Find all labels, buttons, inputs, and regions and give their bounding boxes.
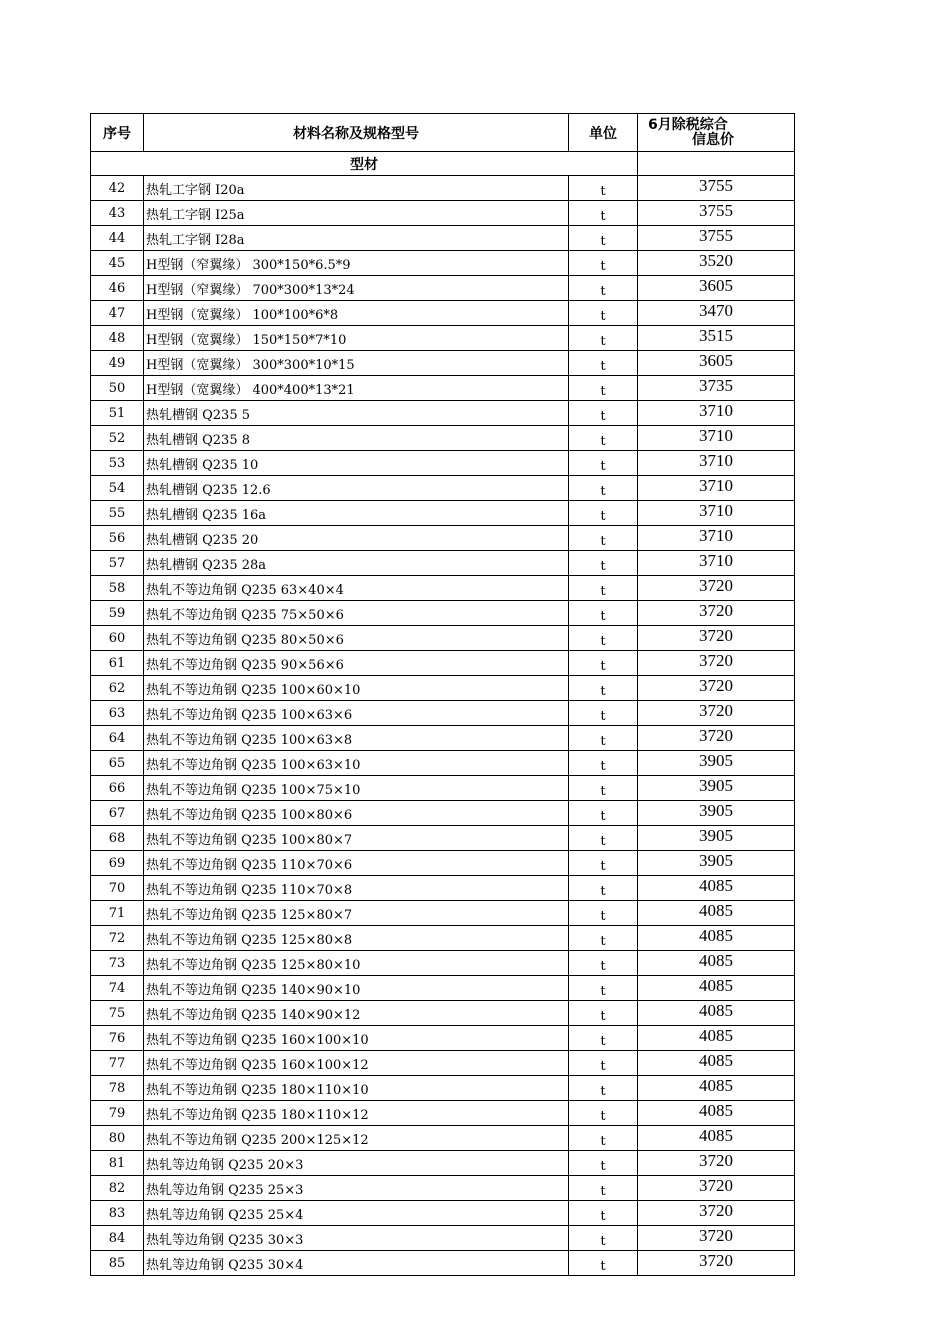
row-price: 4085 bbox=[638, 1051, 795, 1076]
row-name: 热轧不等边角钢 Q235 100×60×10 bbox=[144, 676, 569, 701]
row-unit: t bbox=[569, 876, 638, 901]
row-no: 47 bbox=[91, 301, 144, 326]
row-unit: t bbox=[569, 776, 638, 801]
header-price-line1: 6月除税综合 bbox=[648, 116, 728, 133]
row-price: 3720 bbox=[638, 1201, 795, 1226]
table-row bbox=[91, 876, 795, 901]
table-row bbox=[91, 1051, 795, 1076]
table-row bbox=[91, 826, 795, 851]
row-no: 58 bbox=[91, 576, 144, 601]
row-no: 74 bbox=[91, 976, 144, 1001]
row-unit: t bbox=[569, 951, 638, 976]
row-price: 3710 bbox=[638, 476, 795, 501]
row-unit: t bbox=[569, 1026, 638, 1051]
table-row bbox=[91, 1126, 795, 1151]
row-no: 62 bbox=[91, 676, 144, 701]
row-no: 64 bbox=[91, 726, 144, 751]
row-no: 65 bbox=[91, 751, 144, 776]
row-unit: t bbox=[569, 501, 638, 526]
row-no: 46 bbox=[91, 276, 144, 301]
row-unit: t bbox=[569, 1126, 638, 1151]
row-name: 热轧槽钢 Q235 20 bbox=[144, 526, 569, 551]
row-name: 热轧工字钢 I20a bbox=[144, 176, 569, 201]
row-unit: t bbox=[569, 926, 638, 951]
row-price: 3720 bbox=[638, 576, 795, 601]
row-price: 4085 bbox=[638, 951, 795, 976]
row-name: 热轧槽钢 Q235 16a bbox=[144, 501, 569, 526]
category-row bbox=[91, 152, 795, 176]
row-unit: t bbox=[569, 276, 638, 301]
row-unit: t bbox=[569, 601, 638, 626]
row-no: 81 bbox=[91, 1151, 144, 1176]
table-row bbox=[91, 751, 795, 776]
row-name: 热轧不等边角钢 Q235 110×70×6 bbox=[144, 851, 569, 876]
row-unit: t bbox=[569, 676, 638, 701]
table-row bbox=[91, 626, 795, 651]
table-row bbox=[91, 176, 795, 201]
row-no: 66 bbox=[91, 776, 144, 801]
row-name: H型钢（宽翼缘） 100*100*6*8 bbox=[144, 301, 569, 326]
category-label: 型材 bbox=[91, 152, 638, 176]
row-no: 72 bbox=[91, 926, 144, 951]
row-no: 56 bbox=[91, 526, 144, 551]
row-no: 78 bbox=[91, 1076, 144, 1101]
row-no: 75 bbox=[91, 1001, 144, 1026]
row-name: 热轧不等边角钢 Q235 110×70×8 bbox=[144, 876, 569, 901]
row-unit: t bbox=[569, 576, 638, 601]
row-price: 3720 bbox=[638, 651, 795, 676]
row-no: 68 bbox=[91, 826, 144, 851]
row-no: 73 bbox=[91, 951, 144, 976]
row-price: 3905 bbox=[638, 751, 795, 776]
row-name: 热轧等边角钢 Q235 30×4 bbox=[144, 1251, 569, 1276]
row-price: 3605 bbox=[638, 351, 795, 376]
row-name: 热轧不等边角钢 Q235 125×80×10 bbox=[144, 951, 569, 976]
table-row bbox=[91, 326, 795, 351]
row-price: 4085 bbox=[638, 1001, 795, 1026]
row-price: 4085 bbox=[638, 901, 795, 926]
row-price: 3720 bbox=[638, 676, 795, 701]
table-row bbox=[91, 426, 795, 451]
row-price: 4085 bbox=[638, 976, 795, 1001]
row-price: 3905 bbox=[638, 851, 795, 876]
row-name: 热轧不等边角钢 Q235 100×63×10 bbox=[144, 751, 569, 776]
row-unit: t bbox=[569, 1251, 638, 1276]
row-unit: t bbox=[569, 451, 638, 476]
table-row bbox=[91, 1226, 795, 1251]
table-row bbox=[91, 1001, 795, 1026]
table-row bbox=[91, 526, 795, 551]
row-unit: t bbox=[569, 751, 638, 776]
row-unit: t bbox=[569, 226, 638, 251]
row-name: 热轧不等边角钢 Q235 90×56×6 bbox=[144, 651, 569, 676]
row-unit: t bbox=[569, 426, 638, 451]
row-price: 3720 bbox=[638, 701, 795, 726]
table-row bbox=[91, 351, 795, 376]
row-no: 82 bbox=[91, 1176, 144, 1201]
row-name: 热轧不等边角钢 Q235 100×63×8 bbox=[144, 726, 569, 751]
table-row bbox=[91, 701, 795, 726]
row-no: 55 bbox=[91, 501, 144, 526]
table-row bbox=[91, 801, 795, 826]
row-name: H型钢（宽翼缘） 150*150*7*10 bbox=[144, 326, 569, 351]
row-no: 45 bbox=[91, 251, 144, 276]
table-row bbox=[91, 1026, 795, 1051]
row-unit: t bbox=[569, 1001, 638, 1026]
row-no: 42 bbox=[91, 176, 144, 201]
row-unit: t bbox=[569, 1051, 638, 1076]
row-price: 4085 bbox=[638, 926, 795, 951]
row-name: H型钢（窄翼缘） 700*300*13*24 bbox=[144, 276, 569, 301]
row-price: 3720 bbox=[638, 1251, 795, 1276]
row-unit: t bbox=[569, 626, 638, 651]
row-name: H型钢（宽翼缘） 400*400*13*21 bbox=[144, 376, 569, 401]
table-row bbox=[91, 776, 795, 801]
row-price: 3710 bbox=[638, 426, 795, 451]
row-name: 热轧不等边角钢 Q235 125×80×7 bbox=[144, 901, 569, 926]
row-no: 60 bbox=[91, 626, 144, 651]
row-no: 80 bbox=[91, 1126, 144, 1151]
row-no: 67 bbox=[91, 801, 144, 826]
row-no: 85 bbox=[91, 1251, 144, 1276]
table-row bbox=[91, 476, 795, 501]
row-name: 热轧不等边角钢 Q235 75×50×6 bbox=[144, 601, 569, 626]
row-no: 61 bbox=[91, 651, 144, 676]
row-name: 热轧槽钢 Q235 5 bbox=[144, 401, 569, 426]
row-no: 69 bbox=[91, 851, 144, 876]
table-row bbox=[91, 226, 795, 251]
table-row bbox=[91, 401, 795, 426]
row-price: 3755 bbox=[638, 226, 795, 251]
row-name: 热轧不等边角钢 Q235 63×40×4 bbox=[144, 576, 569, 601]
row-unit: t bbox=[569, 1226, 638, 1251]
row-no: 77 bbox=[91, 1051, 144, 1076]
table-row bbox=[91, 951, 795, 976]
row-price: 3520 bbox=[638, 251, 795, 276]
header-no: 序号 bbox=[91, 114, 144, 152]
header-price bbox=[638, 114, 795, 152]
table-row bbox=[91, 1201, 795, 1226]
row-price: 4085 bbox=[638, 1026, 795, 1051]
row-no: 53 bbox=[91, 451, 144, 476]
table-row bbox=[91, 1176, 795, 1201]
price-table-body bbox=[91, 114, 795, 1276]
row-no: 54 bbox=[91, 476, 144, 501]
row-no: 51 bbox=[91, 401, 144, 426]
row-unit: t bbox=[569, 851, 638, 876]
row-unit: t bbox=[569, 651, 638, 676]
row-price: 3735 bbox=[638, 376, 795, 401]
row-no: 63 bbox=[91, 701, 144, 726]
row-unit: t bbox=[569, 326, 638, 351]
row-no: 59 bbox=[91, 601, 144, 626]
row-price: 3710 bbox=[638, 501, 795, 526]
row-price: 3720 bbox=[638, 1176, 795, 1201]
table-row bbox=[91, 1101, 795, 1126]
table-row bbox=[91, 201, 795, 226]
row-price: 3605 bbox=[638, 276, 795, 301]
row-unit: t bbox=[569, 901, 638, 926]
price-table bbox=[90, 113, 795, 1276]
row-unit: t bbox=[569, 826, 638, 851]
row-unit: t bbox=[569, 1151, 638, 1176]
row-no: 83 bbox=[91, 1201, 144, 1226]
row-unit: t bbox=[569, 726, 638, 751]
row-unit: t bbox=[569, 376, 638, 401]
table-row bbox=[91, 251, 795, 276]
category-price-cell bbox=[638, 152, 795, 176]
header-price-line2: 信息价 bbox=[692, 131, 734, 148]
row-name: 热轧不等边角钢 Q235 200×125×12 bbox=[144, 1126, 569, 1151]
row-no: 50 bbox=[91, 376, 144, 401]
row-name: H型钢（窄翼缘） 300*150*6.5*9 bbox=[144, 251, 569, 276]
row-name: 热轧等边角钢 Q235 25×4 bbox=[144, 1201, 569, 1226]
row-no: 48 bbox=[91, 326, 144, 351]
row-price: 3755 bbox=[638, 176, 795, 201]
row-price: 4085 bbox=[638, 1126, 795, 1151]
table-row bbox=[91, 376, 795, 401]
row-name: 热轧槽钢 Q235 28a bbox=[144, 551, 569, 576]
row-price: 3720 bbox=[638, 1226, 795, 1251]
row-price: 3470 bbox=[638, 301, 795, 326]
row-name: 热轧不等边角钢 Q235 180×110×10 bbox=[144, 1076, 569, 1101]
row-unit: t bbox=[569, 301, 638, 326]
row-price: 3720 bbox=[638, 601, 795, 626]
row-name: H型钢（宽翼缘） 300*300*10*15 bbox=[144, 351, 569, 376]
row-unit: t bbox=[569, 401, 638, 426]
row-unit: t bbox=[569, 701, 638, 726]
row-price: 3755 bbox=[638, 201, 795, 226]
row-no: 71 bbox=[91, 901, 144, 926]
row-name: 热轧不等边角钢 Q235 140×90×12 bbox=[144, 1001, 569, 1026]
row-unit: t bbox=[569, 1101, 638, 1126]
row-no: 52 bbox=[91, 426, 144, 451]
row-unit: t bbox=[569, 176, 638, 201]
row-price: 3710 bbox=[638, 401, 795, 426]
row-price: 3515 bbox=[638, 326, 795, 351]
row-name: 热轧等边角钢 Q235 25×3 bbox=[144, 1176, 569, 1201]
row-unit: t bbox=[569, 551, 638, 576]
table-row bbox=[91, 451, 795, 476]
row-price: 3720 bbox=[638, 1151, 795, 1176]
table-row bbox=[91, 301, 795, 326]
row-name: 热轧工字钢 I28a bbox=[144, 226, 569, 251]
row-no: 43 bbox=[91, 201, 144, 226]
table-row bbox=[91, 851, 795, 876]
table-row bbox=[91, 601, 795, 626]
row-name: 热轧等边角钢 Q235 30×3 bbox=[144, 1226, 569, 1251]
table-row bbox=[91, 501, 795, 526]
row-unit: t bbox=[569, 351, 638, 376]
row-price: 3905 bbox=[638, 776, 795, 801]
table-row bbox=[91, 926, 795, 951]
row-name: 热轧不等边角钢 Q235 160×100×12 bbox=[144, 1051, 569, 1076]
row-unit: t bbox=[569, 976, 638, 1001]
row-name: 热轧不等边角钢 Q235 100×80×7 bbox=[144, 826, 569, 851]
row-name: 热轧槽钢 Q235 8 bbox=[144, 426, 569, 451]
header-row bbox=[91, 114, 795, 152]
row-unit: t bbox=[569, 801, 638, 826]
row-price: 3720 bbox=[638, 726, 795, 751]
row-unit: t bbox=[569, 251, 638, 276]
table-row bbox=[91, 1151, 795, 1176]
row-unit: t bbox=[569, 526, 638, 551]
table-row bbox=[91, 976, 795, 1001]
row-name: 热轧不等边角钢 Q235 100×75×10 bbox=[144, 776, 569, 801]
table-row bbox=[91, 551, 795, 576]
row-price: 3905 bbox=[638, 801, 795, 826]
row-no: 84 bbox=[91, 1226, 144, 1251]
row-name: 热轧等边角钢 Q235 20×3 bbox=[144, 1151, 569, 1176]
row-price: 3720 bbox=[638, 626, 795, 651]
row-name: 热轧不等边角钢 Q235 180×110×12 bbox=[144, 1101, 569, 1126]
row-price: 3710 bbox=[638, 551, 795, 576]
table-row bbox=[91, 726, 795, 751]
table-row bbox=[91, 576, 795, 601]
row-unit: t bbox=[569, 476, 638, 501]
row-name: 热轧不等边角钢 Q235 160×100×10 bbox=[144, 1026, 569, 1051]
row-name: 热轧不等边角钢 Q235 100×63×6 bbox=[144, 701, 569, 726]
row-name: 热轧槽钢 Q235 10 bbox=[144, 451, 569, 476]
row-no: 70 bbox=[91, 876, 144, 901]
table-row bbox=[91, 1251, 795, 1276]
row-name: 热轧工字钢 I25a bbox=[144, 201, 569, 226]
row-no: 57 bbox=[91, 551, 144, 576]
row-name: 热轧不等边角钢 Q235 125×80×8 bbox=[144, 926, 569, 951]
row-no: 49 bbox=[91, 351, 144, 376]
row-no: 76 bbox=[91, 1026, 144, 1051]
row-name: 热轧不等边角钢 Q235 140×90×10 bbox=[144, 976, 569, 1001]
row-price: 3710 bbox=[638, 451, 795, 476]
row-price: 3905 bbox=[638, 826, 795, 851]
row-price: 3710 bbox=[638, 526, 795, 551]
row-unit: t bbox=[569, 1176, 638, 1201]
row-name: 热轧不等边角钢 Q235 100×80×6 bbox=[144, 801, 569, 826]
row-name: 热轧不等边角钢 Q235 80×50×6 bbox=[144, 626, 569, 651]
row-no: 79 bbox=[91, 1101, 144, 1126]
table-row bbox=[91, 901, 795, 926]
table-row bbox=[91, 276, 795, 301]
row-price: 4085 bbox=[638, 876, 795, 901]
table-row bbox=[91, 1076, 795, 1101]
table-row bbox=[91, 676, 795, 701]
row-price: 4085 bbox=[638, 1101, 795, 1126]
row-unit: t bbox=[569, 1076, 638, 1101]
row-price: 4085 bbox=[638, 1076, 795, 1101]
row-name: 热轧槽钢 Q235 12.6 bbox=[144, 476, 569, 501]
row-no: 44 bbox=[91, 226, 144, 251]
row-unit: t bbox=[569, 1201, 638, 1226]
header-unit: 单位 bbox=[569, 114, 638, 152]
header-name: 材料名称及规格型号 bbox=[144, 114, 569, 152]
row-unit: t bbox=[569, 201, 638, 226]
table-row bbox=[91, 651, 795, 676]
